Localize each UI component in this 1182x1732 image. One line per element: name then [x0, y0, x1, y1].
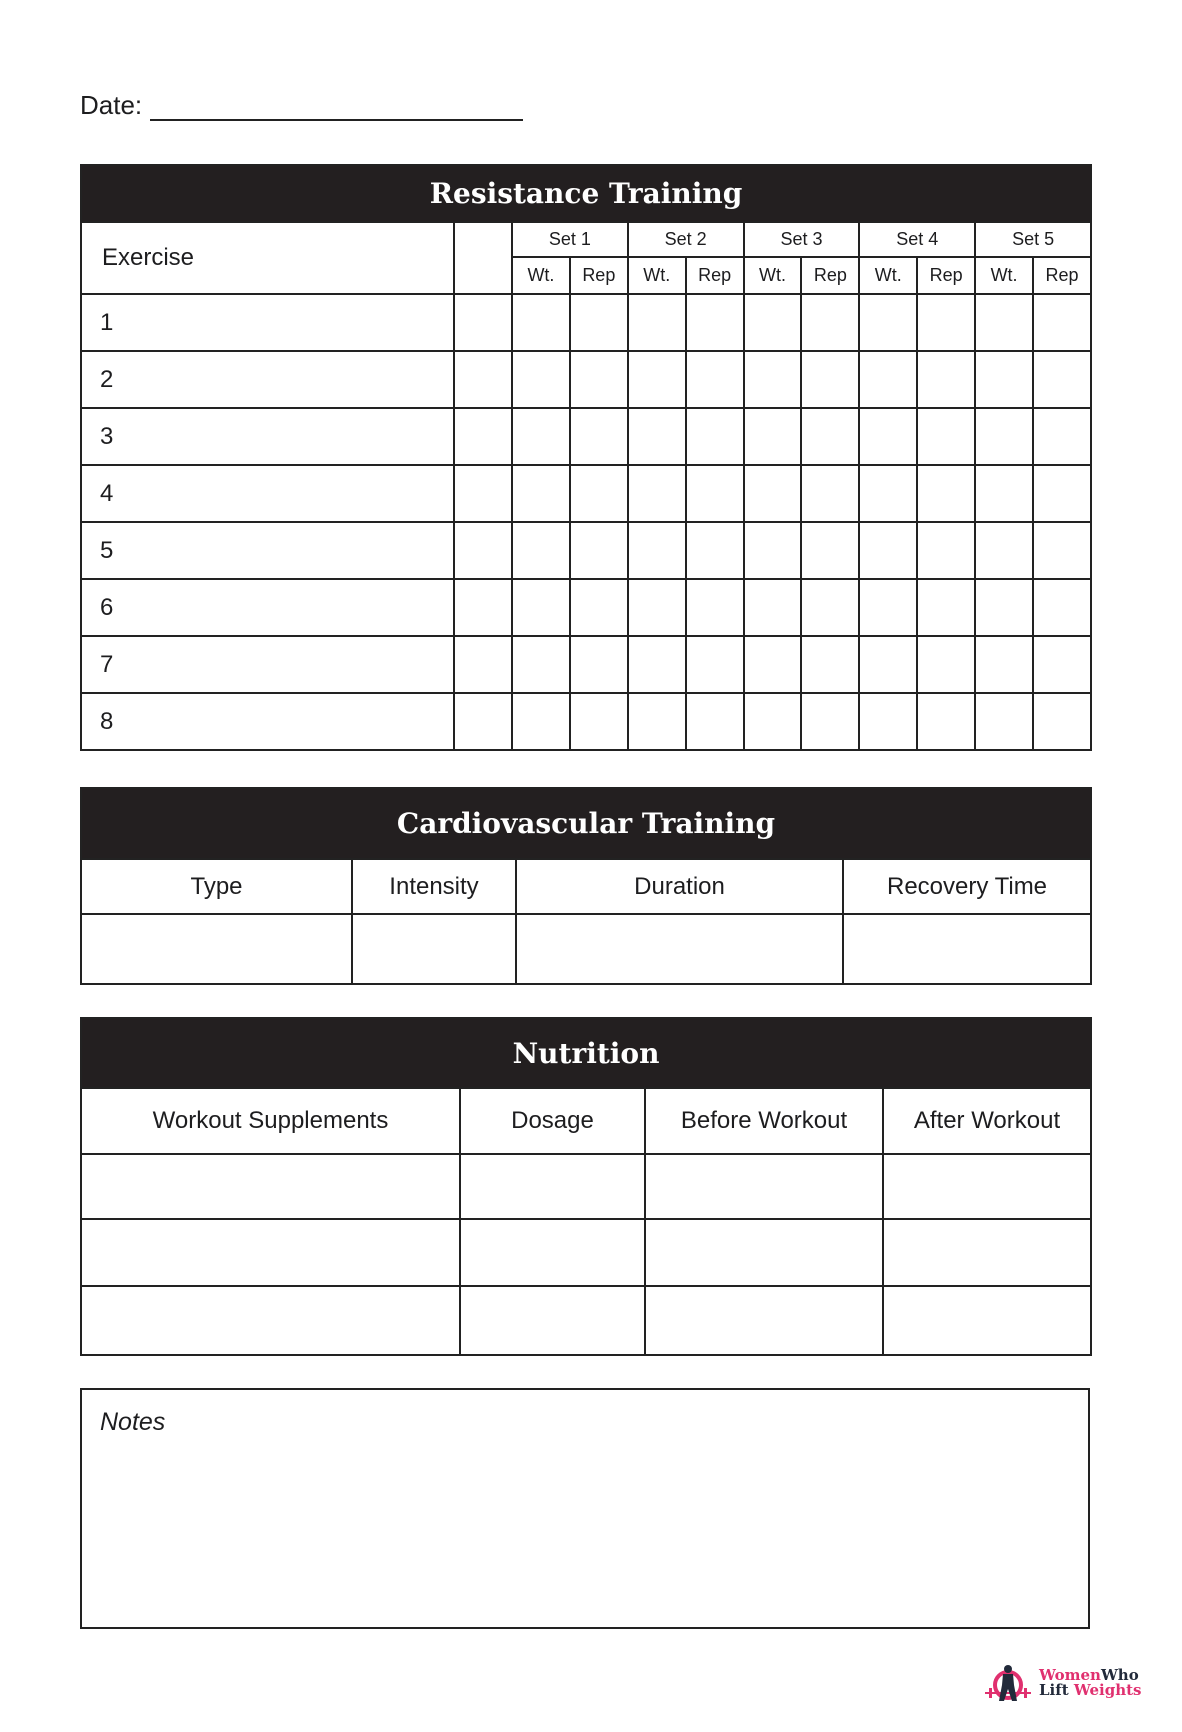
nutrition-cell[interactable] — [81, 1286, 460, 1355]
weight-cell[interactable] — [859, 351, 917, 408]
rep-cell[interactable] — [570, 693, 628, 750]
weight-header: Wt. — [859, 257, 917, 294]
rep-cell[interactable] — [917, 408, 975, 465]
weight-cell[interactable] — [859, 294, 917, 351]
rep-cell[interactable] — [1033, 693, 1091, 750]
rep-cell[interactable] — [917, 579, 975, 636]
exercise-cell[interactable]: 7 — [81, 636, 454, 693]
weight-cell[interactable] — [744, 693, 802, 750]
nutrition-cell[interactable] — [883, 1286, 1091, 1355]
rep-cell[interactable] — [801, 693, 859, 750]
weight-cell[interactable] — [512, 579, 570, 636]
exercise-row — [81, 351, 1091, 408]
date-label: Date: — [80, 90, 143, 120]
exercise-row — [81, 693, 1091, 750]
weight-header: Wt. — [512, 257, 570, 294]
nutrition-row — [81, 1219, 1091, 1286]
date-input-line[interactable] — [150, 95, 523, 121]
cardio-header-type: Type — [81, 859, 352, 914]
extra-cell[interactable] — [454, 522, 512, 579]
rep-header: Rep — [570, 257, 628, 294]
rep-header: Rep — [1033, 257, 1091, 294]
weight-cell[interactable] — [975, 693, 1033, 750]
rep-cell[interactable] — [570, 408, 628, 465]
extra-cell[interactable] — [454, 294, 512, 351]
cardio-header-recovery: Recovery Time — [843, 859, 1091, 914]
rep-cell[interactable] — [686, 351, 744, 408]
rep-cell[interactable] — [570, 522, 628, 579]
rep-cell[interactable] — [686, 294, 744, 351]
weight-cell[interactable] — [628, 465, 686, 522]
rep-cell[interactable] — [686, 693, 744, 750]
exercise-cell[interactable]: 3 — [81, 408, 454, 465]
set-header: Set 4 — [859, 222, 975, 257]
logo-lift: Lift — [1039, 1681, 1069, 1699]
weight-cell[interactable] — [975, 465, 1033, 522]
weight-cell[interactable] — [512, 294, 570, 351]
rep-header: Rep — [917, 257, 975, 294]
exercise-row — [81, 465, 1091, 522]
weight-header: Wt. — [628, 257, 686, 294]
nutrition-row — [81, 1286, 1091, 1355]
rep-cell[interactable] — [917, 465, 975, 522]
weight-cell[interactable] — [744, 408, 802, 465]
cardio-title: Cardiovascular Training — [81, 788, 1091, 859]
weight-cell[interactable] — [975, 351, 1033, 408]
nutrition-row — [81, 1154, 1091, 1219]
nutrition-cell[interactable] — [460, 1154, 645, 1219]
set-header: Set 5 — [975, 222, 1091, 257]
logo-weights: Weights — [1073, 1681, 1142, 1699]
exercise-row — [81, 408, 1091, 465]
weight-cell[interactable] — [512, 522, 570, 579]
weight-cell[interactable] — [512, 408, 570, 465]
rep-cell[interactable] — [801, 522, 859, 579]
extra-cell[interactable] — [454, 465, 512, 522]
exercise-header: Exercise — [81, 222, 454, 294]
rep-cell[interactable] — [1033, 351, 1091, 408]
rep-cell[interactable] — [686, 465, 744, 522]
weight-cell[interactable] — [859, 693, 917, 750]
weight-cell[interactable] — [744, 351, 802, 408]
rep-cell[interactable] — [1033, 579, 1091, 636]
exercise-cell[interactable]: 4 — [81, 465, 454, 522]
notes-label: Notes — [100, 1408, 166, 1436]
weight-cell[interactable] — [512, 465, 570, 522]
extra-cell[interactable] — [454, 579, 512, 636]
rep-cell[interactable] — [917, 693, 975, 750]
exercise-cell[interactable]: 2 — [81, 351, 454, 408]
nutrition-header-after: After Workout — [883, 1088, 1091, 1154]
rep-cell[interactable] — [917, 294, 975, 351]
weight-cell[interactable] — [744, 294, 802, 351]
cardio-header-duration: Duration — [516, 859, 843, 914]
cardio-cell[interactable] — [81, 914, 352, 984]
logo-women: Women — [1039, 1666, 1101, 1684]
rep-cell[interactable] — [801, 636, 859, 693]
nutrition-title: Nutrition — [81, 1018, 1091, 1088]
weight-cell[interactable] — [975, 636, 1033, 693]
weight-cell[interactable] — [975, 579, 1033, 636]
exercise-cell[interactable]: 1 — [81, 294, 454, 351]
rep-cell[interactable] — [686, 522, 744, 579]
nutrition-cell[interactable] — [883, 1219, 1091, 1286]
rep-cell[interactable] — [570, 636, 628, 693]
exercise-row — [81, 636, 1091, 693]
weight-cell[interactable] — [628, 693, 686, 750]
exercise-row — [81, 294, 1091, 351]
rep-cell[interactable] — [801, 465, 859, 522]
resistance-title: Resistance Training — [81, 165, 1091, 222]
nutrition-table — [80, 1017, 1092, 1356]
weight-cell[interactable] — [859, 579, 917, 636]
cardio-header-intensity: Intensity — [352, 859, 516, 914]
weight-cell[interactable] — [744, 579, 802, 636]
set-header: Set 3 — [744, 222, 860, 257]
weight-cell[interactable] — [744, 636, 802, 693]
nutrition-header-before: Before Workout — [645, 1088, 883, 1154]
weight-cell[interactable] — [859, 636, 917, 693]
exercise-cell[interactable]: 5 — [81, 522, 454, 579]
nutrition-cell[interactable] — [645, 1286, 883, 1355]
extra-cell[interactable] — [454, 351, 512, 408]
cardio-table — [80, 787, 1092, 985]
set-header: Set 1 — [512, 222, 628, 257]
exercise-row — [81, 522, 1091, 579]
nutrition-cell[interactable] — [645, 1219, 883, 1286]
rep-cell[interactable] — [686, 408, 744, 465]
rep-cell[interactable] — [1033, 465, 1091, 522]
rep-header: Rep — [686, 257, 744, 294]
rep-cell[interactable] — [917, 636, 975, 693]
rep-cell[interactable] — [917, 522, 975, 579]
weight-header: Wt. — [744, 257, 802, 294]
extra-cell[interactable] — [454, 693, 512, 750]
rep-cell[interactable] — [1033, 294, 1091, 351]
rep-cell[interactable] — [570, 465, 628, 522]
resistance-training-table — [80, 164, 1092, 751]
logo — [983, 1663, 1142, 1703]
nutrition-header-supplements: Workout Supplements — [81, 1088, 460, 1154]
nutrition-cell[interactable] — [81, 1219, 460, 1286]
weight-cell[interactable] — [628, 408, 686, 465]
weight-cell[interactable] — [975, 294, 1033, 351]
exercise-row — [81, 579, 1091, 636]
nutrition-cell[interactable] — [81, 1154, 460, 1219]
rep-cell[interactable] — [1033, 522, 1091, 579]
weight-cell[interactable] — [859, 522, 917, 579]
exercise-cell[interactable]: 8 — [81, 693, 454, 750]
weight-cell[interactable] — [859, 465, 917, 522]
rep-cell[interactable] — [570, 579, 628, 636]
weight-cell[interactable] — [744, 522, 802, 579]
notes-box[interactable] — [80, 1388, 1090, 1629]
nutrition-cell[interactable] — [460, 1286, 645, 1355]
logo-who: Who — [1100, 1666, 1139, 1684]
weight-cell[interactable] — [628, 294, 686, 351]
weightlifter-icon — [983, 1663, 1033, 1703]
weight-cell[interactable] — [859, 408, 917, 465]
rep-cell[interactable] — [1033, 636, 1091, 693]
weight-cell[interactable] — [628, 579, 686, 636]
exercise-cell[interactable]: 6 — [81, 579, 454, 636]
set-header: Set 2 — [628, 222, 744, 257]
weight-cell[interactable] — [628, 351, 686, 408]
extra-cell[interactable] — [454, 408, 512, 465]
weight-cell[interactable] — [512, 693, 570, 750]
weight-cell[interactable] — [975, 408, 1033, 465]
extra-cell[interactable] — [454, 636, 512, 693]
weight-cell[interactable] — [512, 351, 570, 408]
rep-cell[interactable] — [801, 294, 859, 351]
nutrition-header-dosage: Dosage — [460, 1088, 645, 1154]
date-field[interactable] — [80, 90, 523, 121]
nutrition-cell[interactable] — [645, 1154, 883, 1219]
weight-cell[interactable] — [744, 465, 802, 522]
rep-cell[interactable] — [570, 294, 628, 351]
rep-cell[interactable] — [801, 351, 859, 408]
weight-cell[interactable] — [628, 636, 686, 693]
cardio-cell[interactable] — [843, 914, 1091, 984]
nutrition-cell[interactable] — [883, 1154, 1091, 1219]
rep-cell[interactable] — [801, 579, 859, 636]
cardio-cell[interactable] — [352, 914, 516, 984]
rep-cell[interactable] — [686, 636, 744, 693]
rep-cell[interactable] — [570, 351, 628, 408]
rep-cell[interactable] — [917, 351, 975, 408]
blank-header — [454, 222, 512, 294]
rep-cell[interactable] — [1033, 408, 1091, 465]
weight-cell[interactable] — [512, 636, 570, 693]
weight-header: Wt. — [975, 257, 1033, 294]
rep-cell[interactable] — [801, 408, 859, 465]
rep-header: Rep — [801, 257, 859, 294]
weight-cell[interactable] — [628, 522, 686, 579]
rep-cell[interactable] — [686, 579, 744, 636]
nutrition-cell[interactable] — [460, 1219, 645, 1286]
cardio-cell[interactable] — [516, 914, 843, 984]
weight-cell[interactable] — [975, 522, 1033, 579]
